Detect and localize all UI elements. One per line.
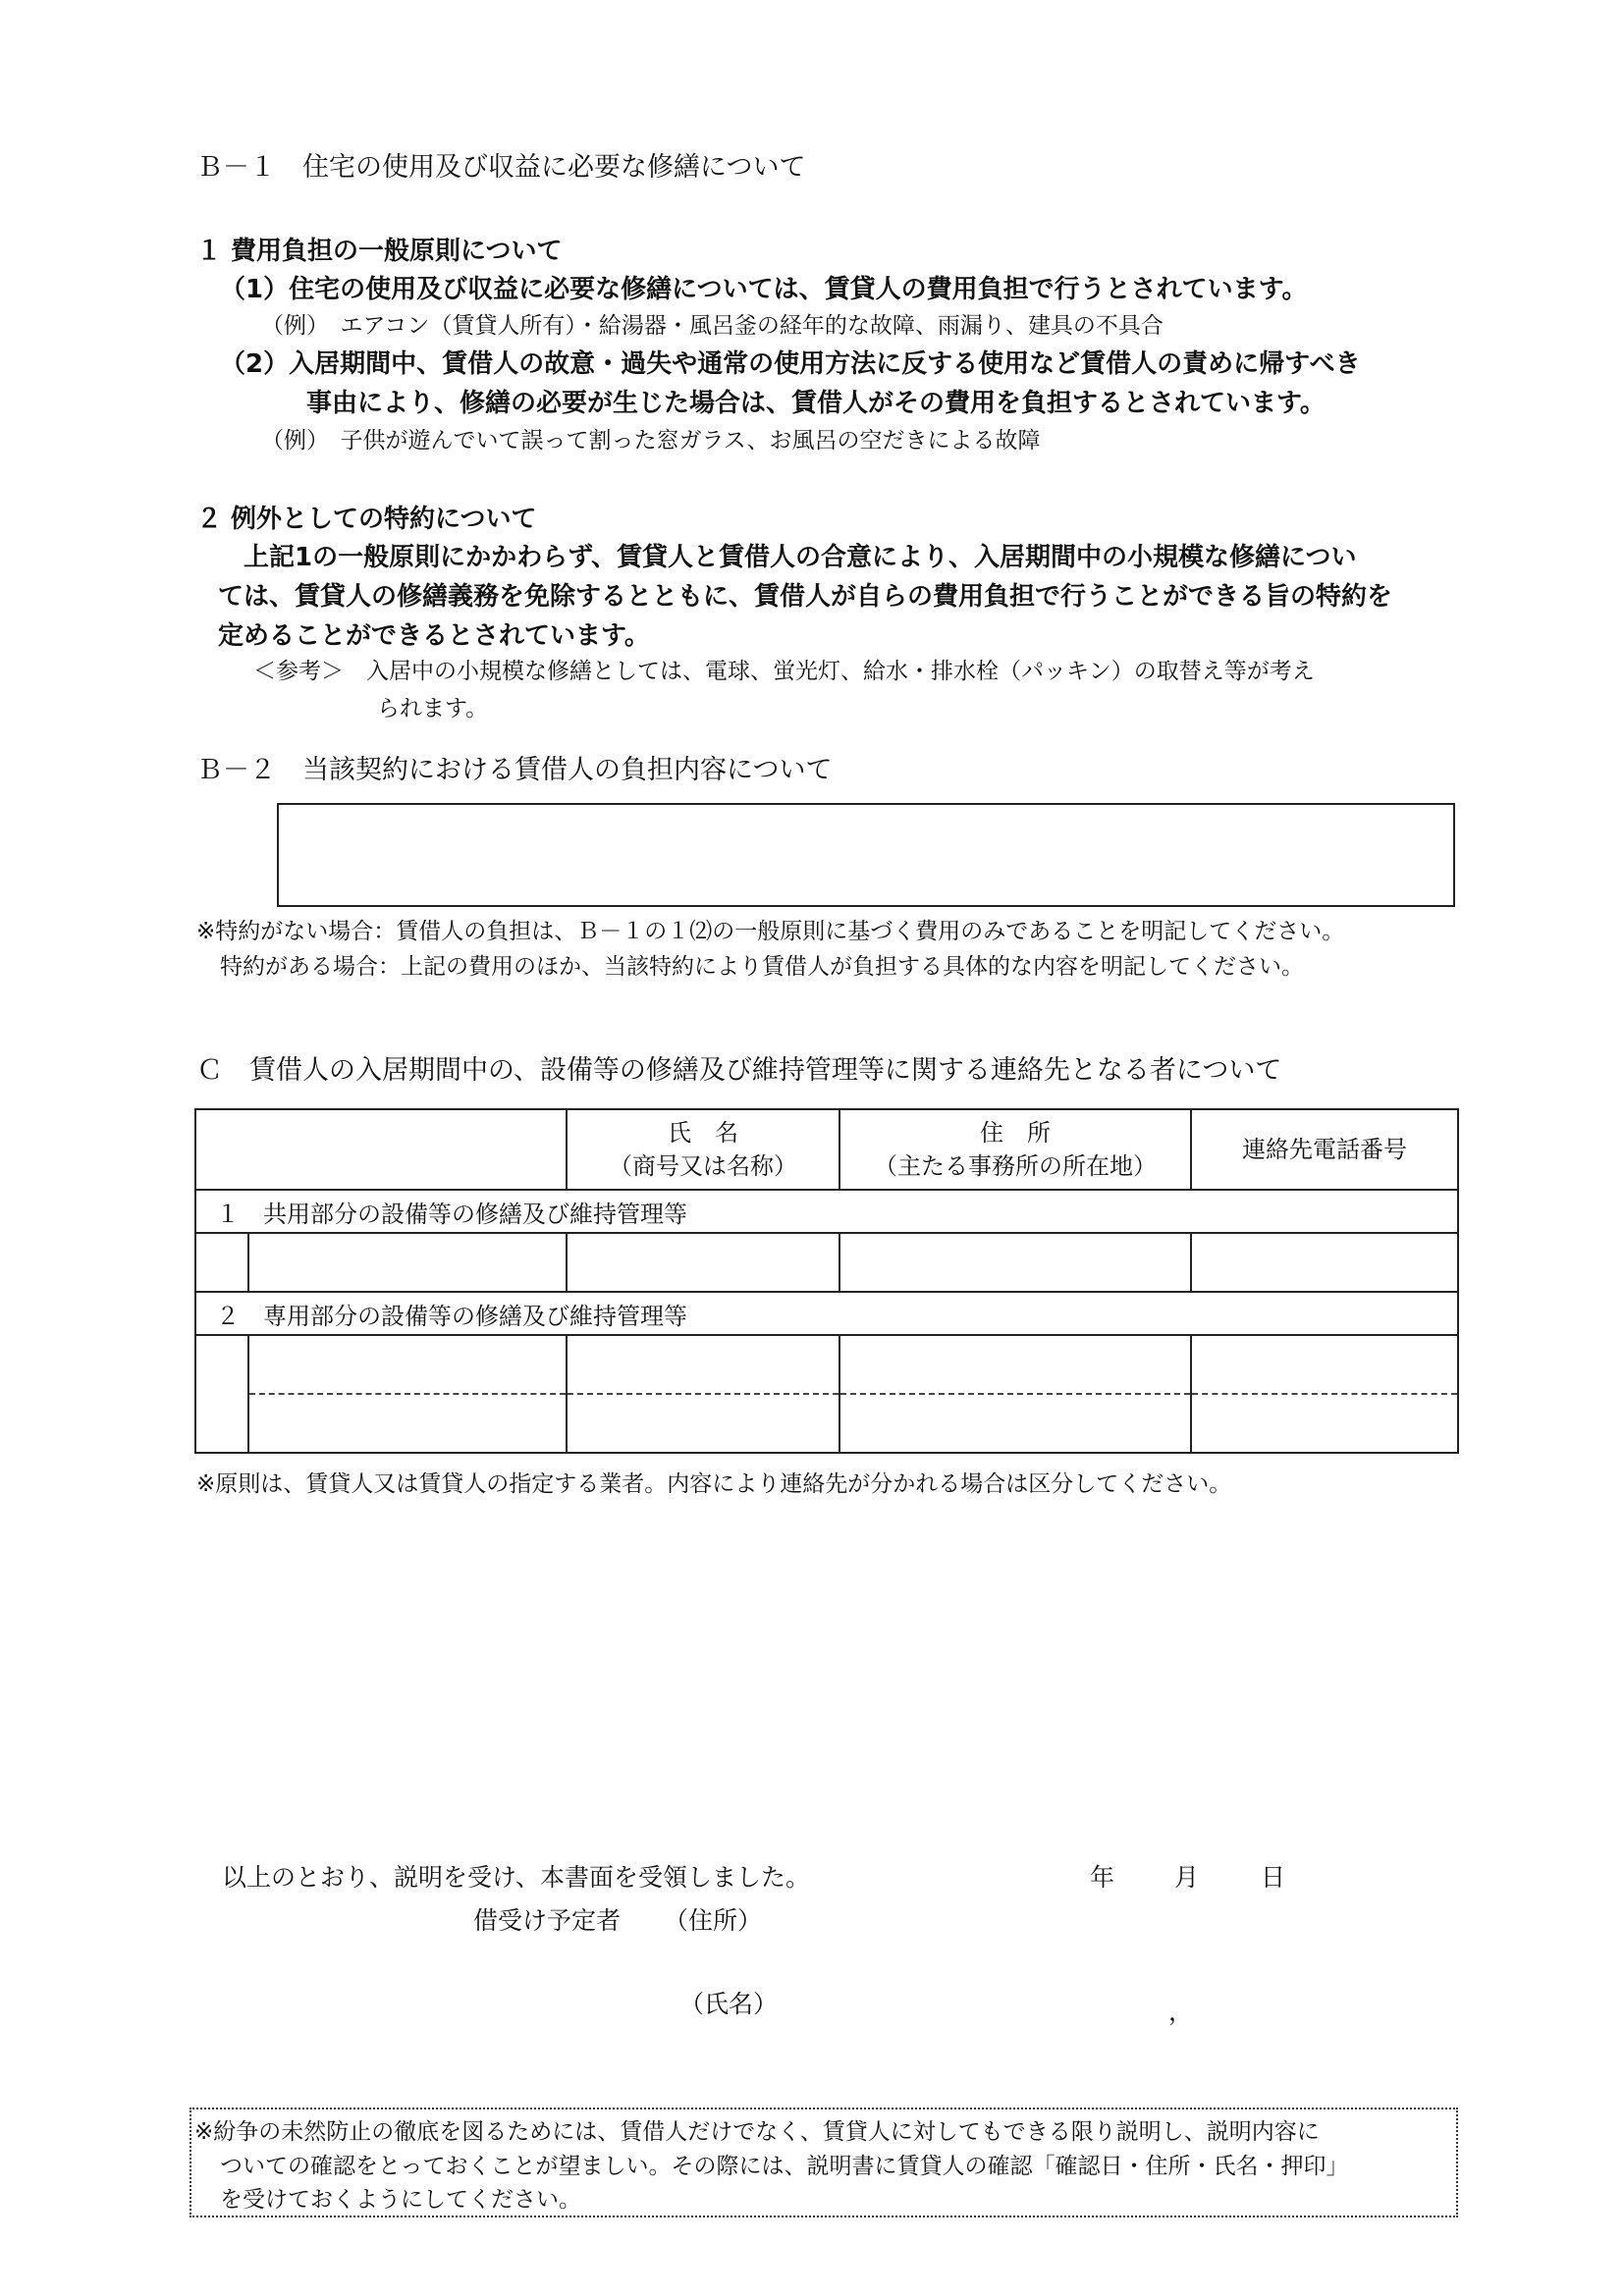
row1-name-cell[interactable] xyxy=(567,1233,839,1292)
row2a-address-cell[interactable] xyxy=(839,1335,1191,1394)
row1-phone-cell[interactable] xyxy=(1191,1233,1458,1292)
header-phone: 連絡先電話番号 xyxy=(1191,1109,1458,1190)
day-label: 日 xyxy=(1261,1863,1286,1892)
principle-item-2-line1: （2）入居期間中、賃借人の故意・過失や通常の使用方法に反する使用など賃借人の責めに帰すべき xyxy=(220,349,1361,379)
row1-label-row xyxy=(195,1190,1458,1233)
row1-sub-cell[interactable] xyxy=(248,1233,567,1292)
dispute-note-line3: を受けておくようにしてください。 xyxy=(220,2187,581,2213)
header-address-title: 住 所 xyxy=(980,1119,1051,1147)
row2a-sub-cell[interactable] xyxy=(248,1335,567,1394)
header-name-title: 氏 名 xyxy=(668,1119,738,1147)
row1-label: １ 共用部分の設備等の修繕及び維持管理等 xyxy=(195,1190,1458,1233)
special-clause-heading: ２ 例外としての特約について xyxy=(196,505,537,534)
special-clause-line3: 定めることができるとされています。 xyxy=(218,621,650,651)
contact-note: ※原則は、賃貸人又は賃貸人の指定する業者。内容により連絡先が分かれる場合は区分してください。 xyxy=(196,1471,1232,1497)
special-clause-note: 特約がある場合：上記の費用のほか、当該特約により賃借人が負担する具体的な内容を明記してください。 xyxy=(220,954,1304,980)
row2b-name-cell[interactable] xyxy=(567,1394,839,1453)
principle-item-2-example: （例） 子供が遊んでいて誤って割った窓ガラス、お風呂の空だきによる故障 xyxy=(261,428,1041,454)
header-address-subtitle: （主たる事務所の所在地） xyxy=(874,1152,1157,1180)
header-name-subtitle: （商号又は名称） xyxy=(609,1152,797,1180)
row2b-sub-cell[interactable] xyxy=(248,1394,567,1453)
receipt-statement: 以上のとおり、説明を受け、本書面を受領しました。 xyxy=(222,1863,811,1892)
row1-address-cell[interactable] xyxy=(839,1233,1191,1292)
row2a-phone-cell[interactable] xyxy=(1191,1335,1458,1394)
special-clause-line2: ては、賃貸人の修繕義務を免除するとともに、賃借人が自らの費用負担で行うことができる旨の特約を xyxy=(218,582,1393,612)
year-label: 年 xyxy=(1090,1863,1115,1892)
month-label: 月 xyxy=(1174,1863,1200,1892)
no-special-clause-note: ※特約がない場合：賃借人の負担は、Ｂ－１の１⑵の一般原則に基づく費用のみであることを明記してください。 xyxy=(196,919,1345,944)
header-name xyxy=(567,1109,839,1190)
reference-line1: ＜参考＞ 入居中の小規模な修繕としては、電球、蛍光灯、給水・排水栓（パッキン）の取替え等が考え xyxy=(253,659,1315,684)
row2-label: ２ 専用部分の設備等の修繕及び維持管理等 xyxy=(195,1292,1458,1335)
row2b-address-cell[interactable] xyxy=(839,1394,1191,1453)
principle-item-2-line2: 事由により、修繕の必要が生じた場合は、賃借人がその費用を負担するとされています。 xyxy=(306,389,1326,418)
principle-item-1: （1）住宅の使用及び収益に必要な修繕については、賃貸人の費用負担で行うとされています。 xyxy=(220,275,1308,304)
row1-indent xyxy=(195,1233,248,1292)
dispute-note-line1: ※紛争の未然防止の徹底を図るためには、賃借人だけでなく、賃貸人に対してもできる限り説明し、説明内容に xyxy=(194,2119,1320,2145)
tenant-burden-input-box[interactable] xyxy=(277,803,1455,907)
special-clause-line1: 上記1の一般原則にかかわらず、賃貸人と賃借人の合意により、入居期間中の小規模な修繕につい xyxy=(244,543,1357,572)
row2-entry-row-a xyxy=(195,1335,1458,1394)
section-b1-title: Ｂ－１ 住宅の使用及び収益に必要な修繕について xyxy=(196,152,806,183)
row2a-name-cell[interactable] xyxy=(567,1335,839,1394)
header-blank xyxy=(195,1109,567,1190)
general-principle-heading: １ 費用負担の一般原則について xyxy=(196,237,563,266)
address-label: （住所） xyxy=(664,1906,763,1935)
name-label: （氏名） xyxy=(679,1990,779,2018)
row1-entry-row xyxy=(195,1233,1458,1292)
reference-line2: られます。 xyxy=(377,696,489,721)
section-b2-title: Ｂ－２ 当該契約における賃借人の負担内容について xyxy=(196,755,833,785)
section-c-title: Ｃ 賃借人の入居期間中の、設備等の修繕及び維持管理等に関する連絡先となる者について xyxy=(196,1055,1282,1086)
row2b-phone-cell[interactable] xyxy=(1191,1394,1458,1453)
header-address xyxy=(839,1109,1191,1190)
row2-label-row xyxy=(195,1292,1458,1335)
row2-indent-a xyxy=(195,1335,248,1394)
tenant-label: 借受け予定者 xyxy=(473,1906,622,1935)
row2-entry-row-b xyxy=(195,1394,1458,1453)
header-row xyxy=(195,1109,1458,1190)
signature-comma: ， xyxy=(1168,1998,1194,2026)
principle-item-1-example: （例） エアコン（賃貸人所有）・給湯器・風呂釜の経年的な故障、雨漏り、建具の不具合 xyxy=(261,313,1164,339)
row2-indent-b xyxy=(195,1394,248,1453)
dispute-note-line2: ついての確認をとっておくことが望ましい。その際には、説明書に賃貸人の確認「確認日・住所・氏名・押印」 xyxy=(220,2154,1349,2179)
contact-table xyxy=(194,1108,1459,1454)
